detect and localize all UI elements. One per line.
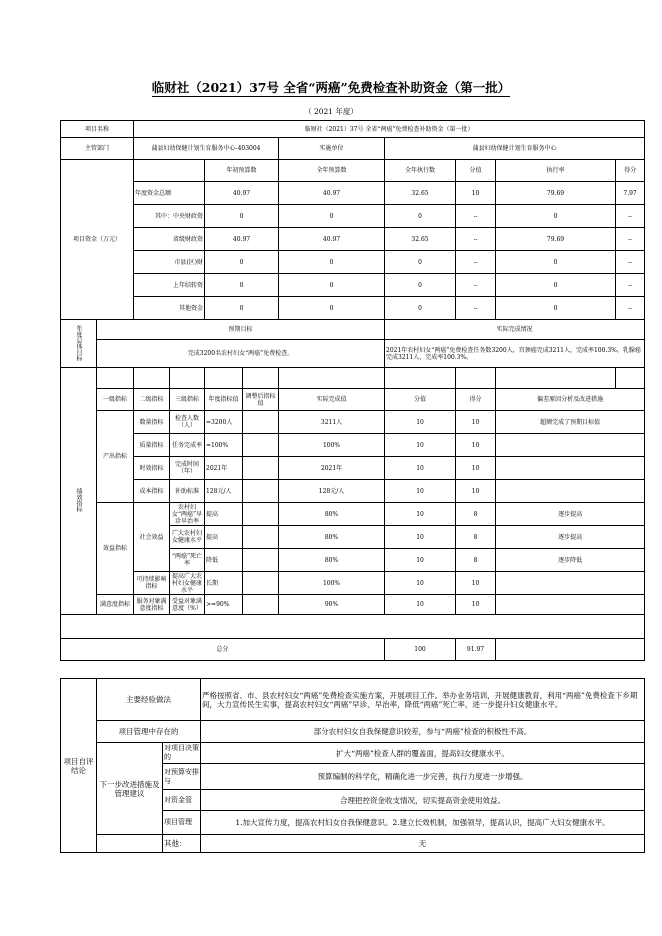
funds-cell: 0	[496, 205, 616, 228]
project-name-row	[61, 121, 645, 138]
perf-actual: 2021年	[279, 457, 385, 480]
perf-l2: 数量指标	[134, 411, 170, 434]
funds-cell: --	[616, 228, 645, 251]
perf-l3: 完成时间（年）	[170, 457, 205, 480]
page-title: 临财社（2021）37号 全省“两癌”免费检查补助资金（第一批）	[151, 80, 511, 95]
perf-adjusted	[243, 572, 279, 595]
funds-cell: 0	[279, 297, 385, 320]
sustain-label: 可持续影响指标	[134, 572, 170, 595]
perf-header: 偏差原因分析及改进措施	[496, 389, 645, 411]
funds-cell: 0	[205, 205, 279, 228]
funds-header-2: 全年执行数	[385, 160, 456, 182]
funds-cell: --	[456, 274, 496, 297]
goal-expected-header: 预期目标	[97, 320, 385, 340]
perf-row	[61, 503, 645, 526]
perf-l3: 补助标准	[170, 480, 205, 503]
funds-row-name: 其中：中央财政资	[134, 205, 205, 228]
perf-l2: 质量指标	[134, 434, 170, 457]
perf-got: 10	[456, 411, 496, 434]
performance-table	[60, 120, 645, 661]
funds-cell: --	[456, 205, 496, 228]
funds-cell: 0	[205, 251, 279, 274]
perf-got: 10	[456, 480, 496, 503]
funds-cell: 0	[496, 297, 616, 320]
perf-target: =3200人	[205, 411, 243, 434]
next-item-label: 对项目决策的	[163, 743, 201, 764]
funds-cell: 32.65	[385, 228, 456, 251]
perf-score: 10	[385, 457, 456, 480]
perf-adjusted	[243, 411, 279, 434]
blank-row	[61, 615, 645, 639]
next-label: 下一步改进措施及管理建议	[97, 743, 163, 835]
perf-target: 提高	[205, 503, 243, 526]
social-label: 社会效益	[134, 503, 170, 572]
impl-label: 实施单位	[279, 138, 385, 160]
perf-score: 10	[385, 480, 456, 503]
total-label: 总分	[61, 639, 385, 661]
funds-row-name: 市县(区)财	[134, 251, 205, 274]
next-row	[61, 743, 645, 764]
perf-score: 10	[385, 411, 456, 434]
perf-actual: 80%	[279, 549, 385, 572]
funds-cell: 7.97	[616, 182, 645, 205]
perf-row	[61, 411, 645, 434]
satisfaction-label: 满意度指标	[97, 595, 134, 615]
funds-cell: 0	[279, 251, 385, 274]
experience-row	[61, 679, 645, 721]
funds-cell: 0	[385, 205, 456, 228]
goal-actual-header: 实际完成情况	[385, 320, 645, 340]
funds-header-1: 全年预算数	[279, 160, 385, 182]
perf-note	[496, 595, 645, 615]
funds-cell: 0	[385, 251, 456, 274]
perf-note	[496, 480, 645, 503]
funds-cell: 0	[385, 297, 456, 320]
perf-header: 三级指标	[170, 389, 205, 411]
perf-l2: 服务对象满意度指标	[134, 595, 170, 615]
perf-l2: 时效指标	[134, 457, 170, 480]
perf-target: =100%	[205, 434, 243, 457]
funds-cell: 79.69	[496, 182, 616, 205]
perf-header: 二级指标	[134, 389, 170, 411]
funds-header-4: 执行率	[496, 160, 616, 182]
funds-cell: --	[616, 297, 645, 320]
funds-row-name: 省级财政资	[134, 228, 205, 251]
funds-row-name: 年度资金总额	[134, 182, 205, 205]
perf-row	[61, 457, 645, 480]
dept-value: 蒲县妇幼保健计划生育服务中心-403004	[134, 138, 279, 160]
perf-adjusted	[243, 549, 279, 572]
funds-row-name: 上年结转资	[134, 274, 205, 297]
perf-l2: 成本指标	[134, 480, 170, 503]
other-label: 其他：	[163, 835, 201, 853]
perf-got: 8	[456, 549, 496, 572]
self-eval-table	[60, 678, 645, 853]
perf-actual: 80%	[279, 526, 385, 549]
perf-actual: 80%	[279, 503, 385, 526]
perf-l3: 检查人数（人）	[170, 411, 205, 434]
total-row	[61, 639, 645, 661]
annual-goal-label: 年度总体目标	[61, 320, 97, 368]
perf-score: 10	[385, 434, 456, 457]
spacer-row	[61, 368, 645, 389]
goal-actual: 2021年农村妇女“两癌”免费检查任务数3200人，宫颈癌完成3211人，完成率100.3%，乳腺癌完成3211人，完成率100.3%。	[385, 340, 645, 368]
funds-cell: --	[616, 205, 645, 228]
perf-adjusted	[243, 434, 279, 457]
funds-row-name: 其他资金	[134, 297, 205, 320]
perf-l3: 任务完成率	[170, 434, 205, 457]
total-got: 91.97	[456, 639, 496, 661]
perf-note: 逐步降低	[496, 549, 645, 572]
funds-cell: --	[616, 274, 645, 297]
funds-cell: 0	[496, 274, 616, 297]
funds-cell: 0	[205, 297, 279, 320]
perf-target: 降低	[205, 549, 243, 572]
problem-row	[61, 721, 645, 743]
funds-cell: --	[456, 297, 496, 320]
perf-row	[61, 434, 645, 457]
perf-score: 10	[385, 503, 456, 526]
funds-cell: 79.69	[496, 228, 616, 251]
funds-cell: 10	[456, 182, 496, 205]
perf-row	[61, 572, 645, 595]
perf-got: 10	[456, 434, 496, 457]
project-name-label: 项目名称	[61, 121, 134, 138]
effect-label: 效益指标	[97, 503, 134, 595]
perf-actual: 128元/人	[279, 480, 385, 503]
other-row	[61, 835, 645, 853]
funds-row	[61, 251, 645, 274]
perf-target: 128元/人	[205, 480, 243, 503]
perf-score: 10	[385, 595, 456, 615]
perf-label: 绩效指标	[61, 389, 97, 615]
goal-expected: 完成3200名农村妇女“两癌”免费检查。	[97, 340, 385, 368]
funds-header-3: 分值	[456, 160, 496, 182]
funds-row	[61, 205, 645, 228]
funds-header-5: 得分	[616, 160, 645, 182]
perf-header: 分值	[385, 389, 456, 411]
next-item-label: 对预算安排与	[163, 764, 201, 790]
perf-note	[496, 457, 645, 480]
funds-cell: 32.65	[385, 182, 456, 205]
total-score: 100	[385, 639, 456, 661]
next-item-label: 对资金管	[163, 790, 201, 811]
perf-l3: 农村妇女“两癌”早诊早治率	[170, 503, 205, 526]
perf-l3: “两癌”死亡率	[170, 549, 205, 572]
next-item-text: 1.加大宣传力度，提高农村妇女自我保健意识。2.建立长效机制，加强领导，提高认识，提高广大妇女健康水平。	[201, 811, 645, 835]
funds-cell: --	[456, 251, 496, 274]
perf-row	[61, 480, 645, 503]
funds-header-row	[61, 160, 645, 182]
dept-row	[61, 138, 645, 160]
next-item-text: 预算编制的科学化，精确化进一步完善，执行力度进一步增强。	[201, 764, 645, 790]
impl-value: 蒲县妇幼保健计划生育服务中心	[385, 138, 645, 160]
funds-label: 项目资金（万元）	[61, 160, 134, 320]
funds-cell: 0	[496, 251, 616, 274]
other-text: 无	[201, 835, 645, 853]
funds-cell: 0	[279, 205, 385, 228]
next-item-label: 项目管理	[163, 811, 201, 835]
perf-header: 实际完成值	[279, 389, 385, 411]
perf-got: 10	[456, 457, 496, 480]
funds-cell: 0	[385, 274, 456, 297]
perf-score: 10	[385, 549, 456, 572]
perf-header-row	[61, 389, 645, 411]
perf-l3: 受益对象满意度（%）	[170, 595, 205, 615]
problem-text: 部分农村妇女自我保健意识较差，参与“两癌”检查的积极性不高。	[201, 721, 645, 743]
problem-label: 项目管理中存在的	[97, 721, 201, 743]
perf-note	[496, 572, 645, 595]
next-item-text: 扩大“两癌”检查人群的覆盖面，提高妇女健康水平。	[201, 743, 645, 764]
funds-cell: 40.97	[205, 228, 279, 251]
perf-adjusted	[243, 526, 279, 549]
perf-adjusted	[243, 480, 279, 503]
perf-target: 2021年	[205, 457, 243, 480]
perf-header: 调整后指标值	[243, 389, 279, 411]
experience-label: 主要经验做法	[97, 679, 201, 721]
perf-note: 逐步提高	[496, 526, 645, 549]
funds-row	[61, 182, 645, 205]
perf-score: 10	[385, 526, 456, 549]
perf-got: 8	[456, 526, 496, 549]
perf-adjusted	[243, 457, 279, 480]
perf-header: 一级指标	[97, 389, 134, 411]
funds-cell: 0	[205, 274, 279, 297]
perf-actual: 100%	[279, 572, 385, 595]
perf-note: 逐步提高	[496, 503, 645, 526]
funds-cell: --	[456, 228, 496, 251]
perf-l3: 提高广大农村妇女健康水平	[170, 572, 205, 595]
perf-adjusted	[243, 595, 279, 615]
funds-cell: 40.97	[205, 182, 279, 205]
funds-header-0: 年初预算数	[205, 160, 279, 182]
perf-target: >=90%	[205, 595, 243, 615]
perf-header: 年度指标值	[205, 389, 243, 411]
perf-actual: 90%	[279, 595, 385, 615]
goal-content-row	[61, 340, 645, 368]
output-label: 产出指标	[97, 411, 134, 503]
perf-target: 提高	[205, 526, 243, 549]
self-eval-label: 项目自评结论	[61, 679, 97, 853]
next-item-text: 合理把控资金收支情况，切实提高资金使用效益。	[201, 790, 645, 811]
funds-cell: --	[616, 251, 645, 274]
perf-got: 10	[456, 595, 496, 615]
perf-adjusted	[243, 503, 279, 526]
experience-text: 严格按照省、市、县农村妇女“两癌”免费检查实施方案，开展项目工作。举办业务培训，开展健康教育，利用“两癌”免费检查下乡期间，大力宣传民生实事，提高农村妇女“两癌”早诊、早治率，降低“两癌”死亡率，进一步提升妇女健康水平。	[201, 679, 645, 721]
perf-actual: 100%	[279, 434, 385, 457]
funds-cell: 40.97	[279, 228, 385, 251]
perf-header: 得分	[456, 389, 496, 411]
perf-got: 10	[456, 572, 496, 595]
perf-target: 长期	[205, 572, 243, 595]
year-line: （ 2021 年度）	[304, 107, 358, 116]
perf-got: 8	[456, 503, 496, 526]
project-name-value: 临财社（2021）37号 全省“两癌”免费检查补助资金（第一批）	[134, 121, 645, 138]
dept-label: 主管部门	[61, 138, 134, 160]
perf-score: 10	[385, 572, 456, 595]
perf-note: 超额完成了预期目标值	[496, 411, 645, 434]
perf-note	[496, 434, 645, 457]
perf-actual: 3211人	[279, 411, 385, 434]
funds-cell: 40.97	[279, 182, 385, 205]
funds-row	[61, 274, 645, 297]
goal-header-row	[61, 320, 645, 340]
perf-row	[61, 595, 645, 615]
funds-row	[61, 297, 645, 320]
perf-l3: 广大农村妇女健康水平	[170, 526, 205, 549]
funds-cell: 0	[279, 274, 385, 297]
funds-row	[61, 228, 645, 251]
